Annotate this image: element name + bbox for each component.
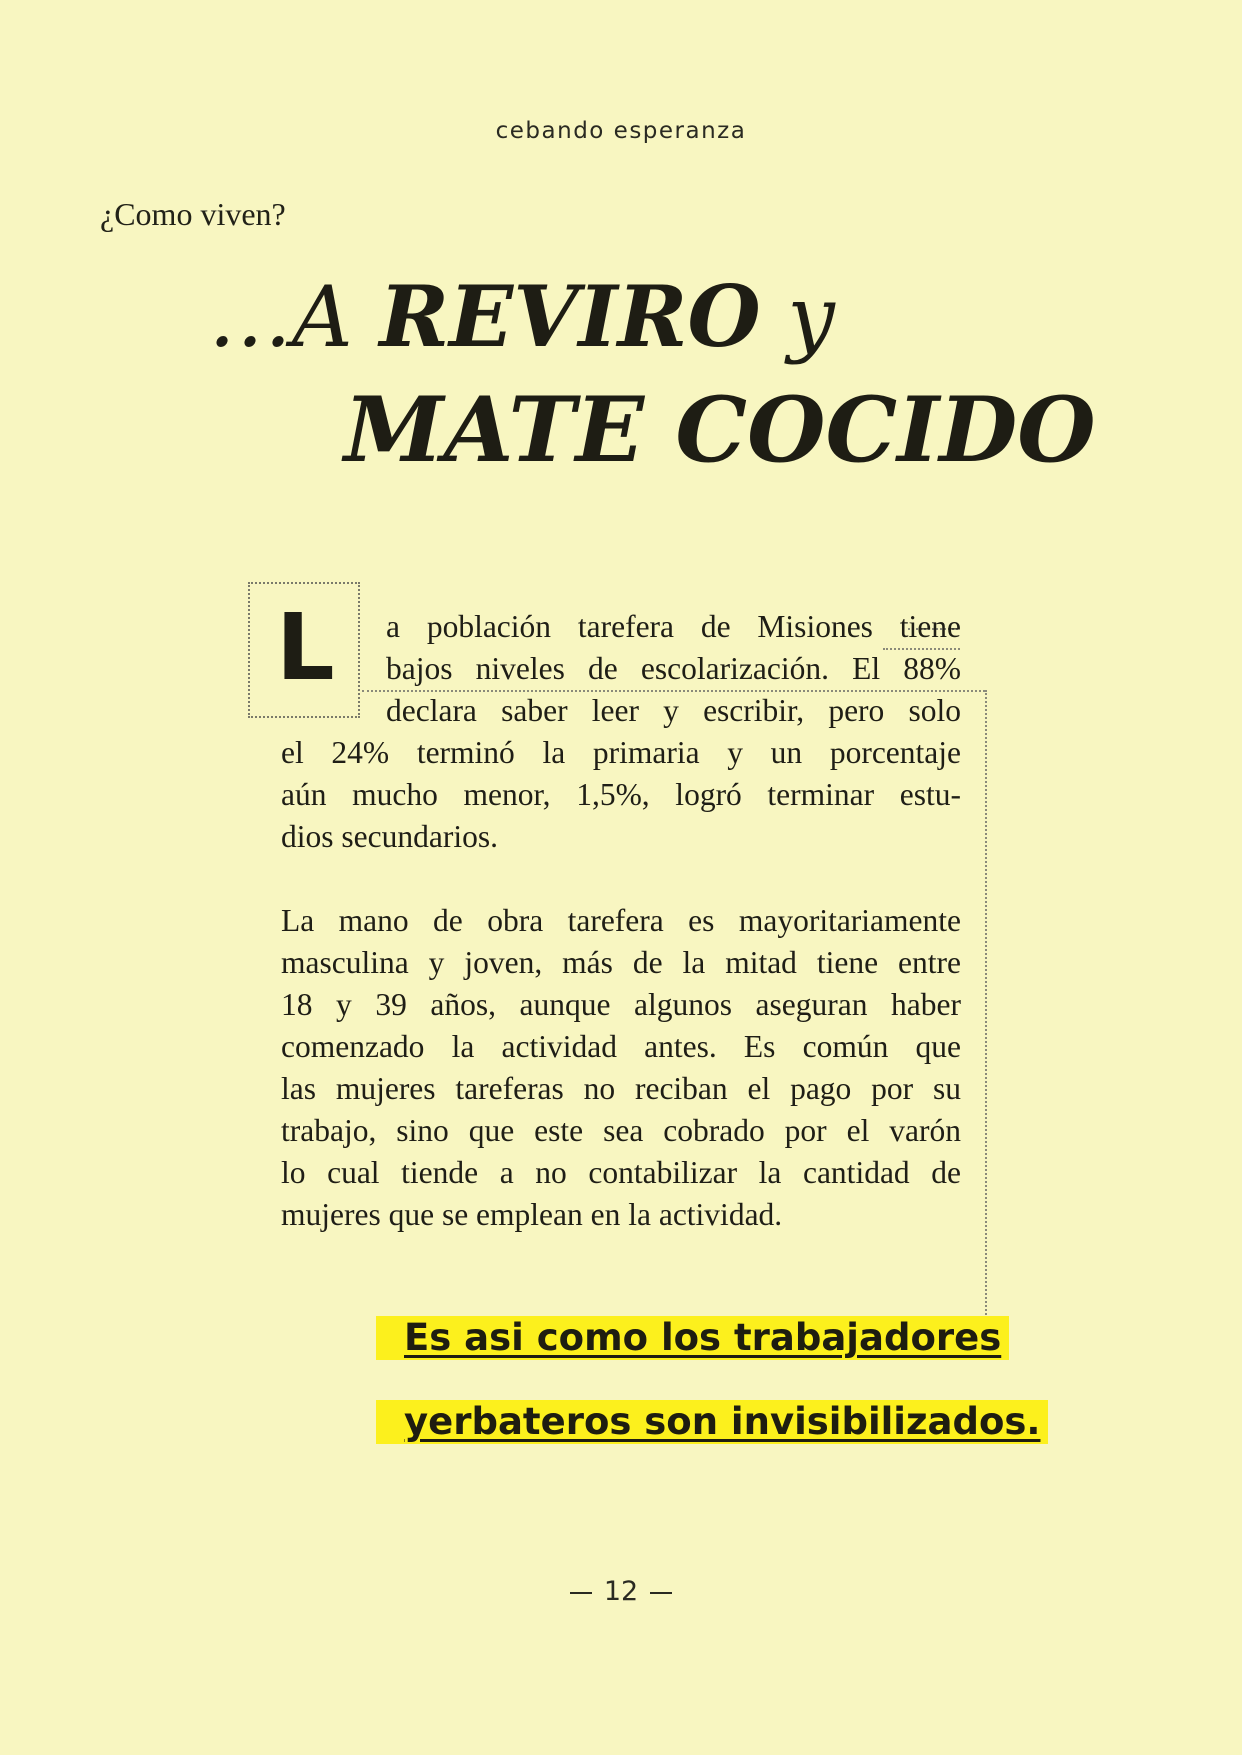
drop-cap: L [276,594,335,701]
title-prefix: …A [208,268,380,366]
paragraph-1-line: bajos niveles de escolarización. El 88% [386,651,961,686]
paragraph-1-line: declara saber leer y escribir, pero solo [386,693,961,728]
paragraph-2-line: 18 y 39 años, aunque algunos aseguran haber [281,987,961,1022]
folio-dash-left [570,1592,592,1594]
callout-line-2: yerbateros son invisibilizados. [376,1400,1048,1444]
paragraph-2-line: las mujeres tareferas no reciban el pago por su [281,1071,961,1106]
title-reviro: REVIRO [379,267,761,366]
dotted-rule-vertical [985,690,987,1318]
paragraph-2-line: trabajo, sino que este sea cobrado por el varón [281,1113,961,1148]
title-line-2: MATE COCIDO [344,377,1096,483]
paragraph-2-line: La mano de obra tarefera es mayoritariamente [281,903,961,938]
paragraph-2-line: lo cual tiende a no contabilizar la cantidad de [281,1155,961,1190]
drop-cap-frame [248,582,360,718]
paragraph-1-line: a población tarefera de Misiones tiene [386,609,961,644]
page-number-value: 12 [603,1576,639,1607]
running-head: cebando esperanza [495,118,747,144]
paragraph-1-line: aún mucho menor, 1,5%, logró terminar estu- [281,777,961,812]
kicker-question: ¿Como viven? [100,196,286,232]
paragraph-2-line: masculina y joven, más de la mitad tiene entre [281,945,961,980]
paragraph-2-line: mujeres que se emplean en la actividad. [281,1197,783,1232]
page-number [0,1576,1242,1607]
paragraph-1-line: dios secundarios. [281,819,498,854]
paragraph-2-line: comenzado la actividad antes. Es común que [281,1029,961,1064]
title-line-1 [208,267,835,366]
callout-line-1: Es asi como los trabajadores [376,1316,1009,1360]
title-y: y [760,268,835,366]
paragraph-1-line: el 24% terminó la primaria y un porcentaje [281,735,961,770]
folio-dash-right [650,1592,672,1594]
